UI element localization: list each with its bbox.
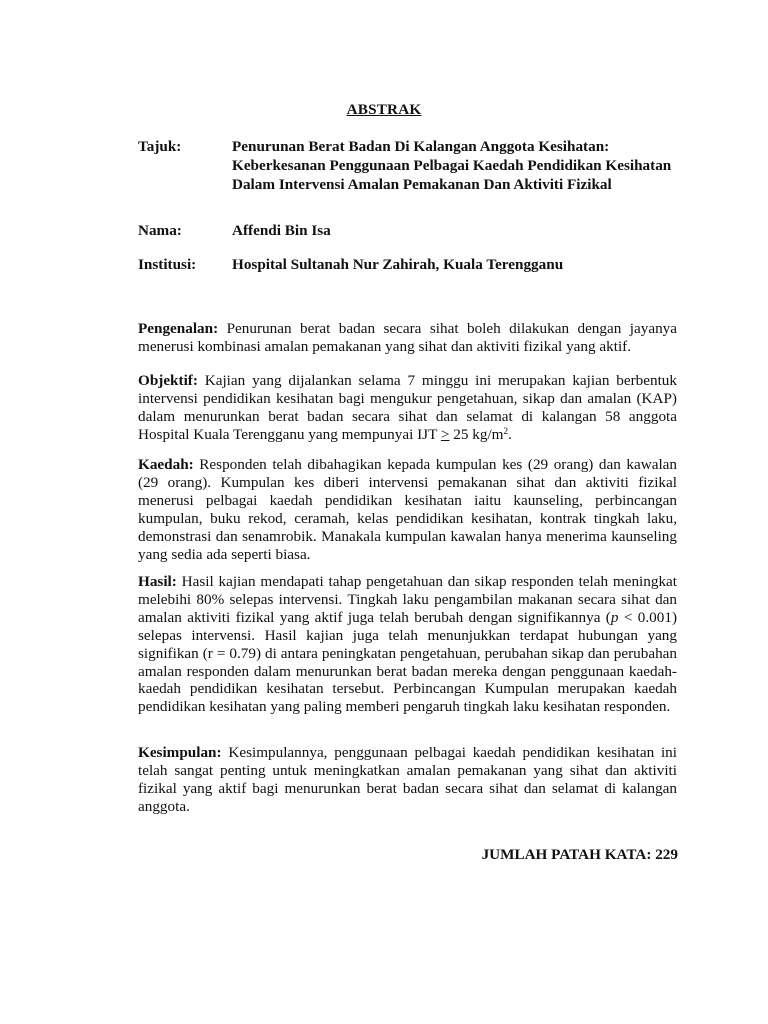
objektif-end: . <box>508 425 512 443</box>
kesimpulan-text: Kesimpulannya, penggunaan pelbagai kaedah pendidikan kesihatan ini telah sangat penting untuk meningkatkan amalan pemakanan yang sihat dan aktiviti fizikal yang aktif bagi menurunkan berat badan secara sihat dan selamat di kalangan anggota. <box>138 744 677 815</box>
objektif-text: Kajian yang dijalankan selama 7 minggu ini merupakan kajian berbentuk intervensi pendidikan kesihatan bagi mengukur pengetahuan, sikap dan amalan (KAP) dalam menurunkan berat badan secara sihat dan selamat di kalangan 58 anggota Hospital Kuala Terengganu yang mempunyai IJT <box>138 372 677 443</box>
pengenalan-label: Pengenalan: <box>138 320 219 337</box>
meta-institusi <box>138 255 678 274</box>
kesimpulan-label: Kesimpulan: <box>138 744 222 761</box>
section-objektif <box>138 372 677 444</box>
tajuk-label: Tajuk: <box>138 138 182 155</box>
hasil-text-after: < 0.001) selepas intervensi. Hasil kajian juga telah menunjukkan terdapat hubungan yang signifikan (r = 0.79) di antara peningkatan pengetahuan, perubahan sikap dan perubahan amalan responden dalam menurunkan berat badan mereka dengan penggunaan kaedah-kaedah pendidikan kesihatan tersebut. Perbincangan Kumpulan merupakan kaedah pendidikan kesihatan yang paling memberi pengaruh tingkah laku kesihatan responden. <box>138 608 678 716</box>
meta-nama <box>138 221 678 240</box>
greater-equal-symbol: > <box>440 425 450 443</box>
hasil-text-before: Hasil kajian mendapati tahap pengetahuan dan sikap responden telah meningkat melebihi 80% selepas intervensi. Tingkah laku pengambilan makanan secara sihat dan amalan aktiviti fizikal yang aktif juga telah berubah dengan signifikannya ( <box>138 573 677 626</box>
section-kesimpulan <box>138 744 677 816</box>
kaedah-text: Responden telah dibahagikan kepada kumpulan kes (29 orang) dan kawalan (29 orang). Kumpulan kes diberi intervensi pemakanan sihat dan aktiviti fizikal menerusi pelbagai kaedah pendidikan kesihatan iaitu kaunseling, perbincangan kumpulan, buku rekod, ceramah, kelas pendidikan kesihatan, kontrak tingkah laku, demonstrasi dan senamrobik. Manakala kumpulan kawalan hanya menerima kaunseling yang sedia ada seperti biasa. <box>138 456 678 563</box>
objektif-superscript: 2 <box>503 425 508 436</box>
institusi-value: Hospital Sultanah Nur Zahirah, Kuala Terengganu <box>232 256 564 273</box>
tajuk-value: Penurunan Berat Badan Di Kalangan Anggota Kesihatan: Keberkesanan Penggunaan Pelbagai Kaedah Pendidikan Kesihatan Dalam Intervensi Amalan Pemakanan Dan Aktiviti Fizikal <box>232 138 672 193</box>
objektif-value: 25 kg/m <box>453 425 504 443</box>
section-kaedah <box>138 456 677 563</box>
hasil-p-symbol: p <box>610 608 619 626</box>
pengenalan-text: Penurunan berat badan secara sihat boleh dilakukan dengan jayanya menerusi kombinasi amalan pemakanan yang sihat dan aktiviti fizikal yang aktif. <box>138 320 677 355</box>
page-title: ABSTRAK <box>346 101 422 118</box>
nama-value: Affendi Bin Isa <box>232 222 331 239</box>
institusi-label: Institusi: <box>138 256 197 273</box>
hasil-label: Hasil: <box>138 573 177 590</box>
section-hasil <box>138 573 677 716</box>
nama-label: Nama: <box>138 222 182 239</box>
kaedah-label: Kaedah: <box>138 456 194 473</box>
section-pengenalan <box>138 320 677 356</box>
objektif-label: Objektif: <box>138 372 198 389</box>
word-count: JUMLAH PATAH KATA: 229 <box>481 846 678 863</box>
meta-tajuk <box>138 137 678 194</box>
